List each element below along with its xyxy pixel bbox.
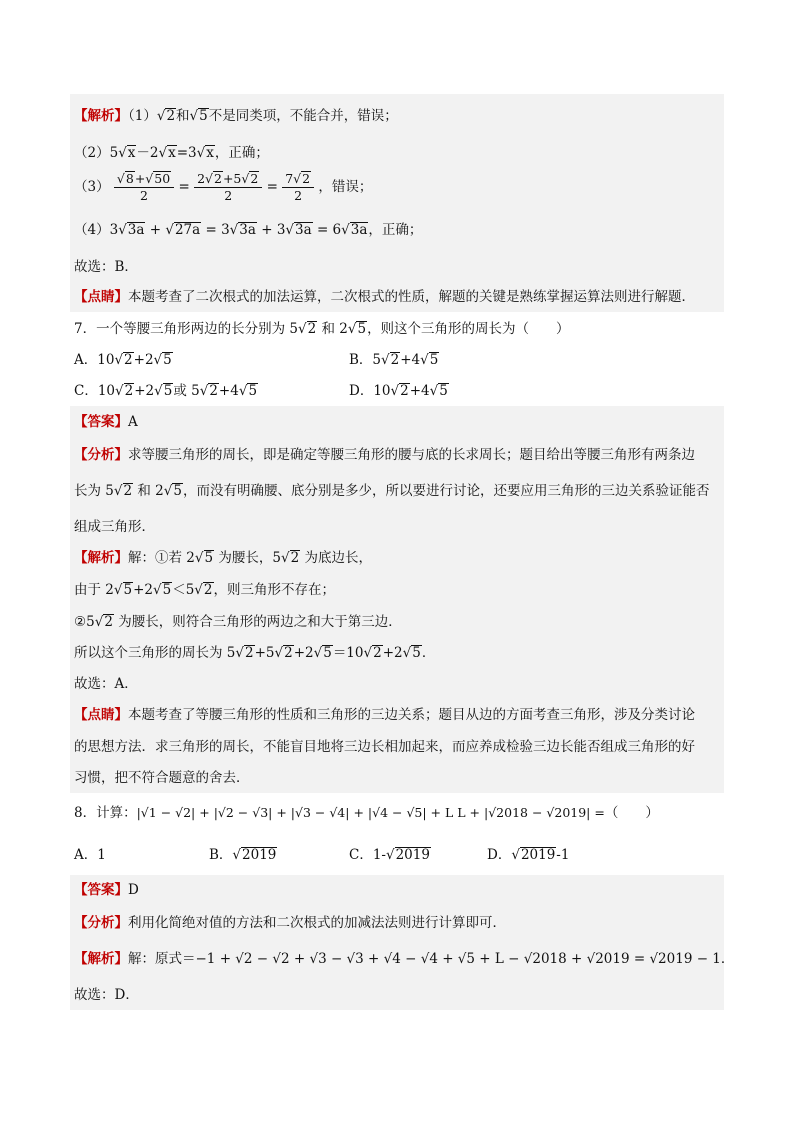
q6-jiexi-line3: （3） $\frac{√8+√50}{2}$ = $\frac{2√2+5√2}{2}$ = $\frac{7√2}{2}$ ，错误； xyxy=(74,171,373,203)
q7-jiexi-line3: ②5√2 为腰长，则符合三角形的两边之和大于第三边． xyxy=(74,614,402,630)
q7-option-c[interactable]: C．10√2+2√5或 5√2+4√5 xyxy=(74,383,258,399)
jiexi-tag: 【解析】 xyxy=(74,951,128,967)
q7-dianjing-line1: 【点睛】本题考查了等腰三角形的性质和三角形的三边关系；题目从边的方面考查三角形，涉及分类讨论 xyxy=(74,707,695,723)
fraction: $\frac{7√2}{2}$ xyxy=(282,171,314,204)
fenxi-tag: 【分析】 xyxy=(74,447,128,463)
q7-option-d[interactable]: D．10√2+4√5 xyxy=(349,383,448,399)
q8-answer-panel xyxy=(70,875,724,1010)
q8-fenxi: 【分析】利用化简绝对值的方法和二次根式的加减法法则进行计算即可． xyxy=(74,915,506,931)
q7-jiexi-line4: 所以这个三角形的周长为 5√2+5√2+2√5＝10√2+2√5． xyxy=(74,645,436,661)
q6-dianjing: 【点睛】本题考查了二次根式的加法运算，二次根式的性质，解题的关键是熟练掌握运算法则进行解题． xyxy=(74,289,695,305)
q8-option-b[interactable]: B．√2019 xyxy=(209,847,277,863)
q8-jiexi: 【解析】解：原式＝−1 + √2 − √2 + √3 − √3 + √4 − √4 + √5 + L − √2018 + √2019 = √2019 − 1． xyxy=(74,951,735,967)
dianjing-tag: 【点睛】 xyxy=(74,289,128,305)
q6-jiexi-line2: （2）5√x－2√x=3√x，正确； xyxy=(74,145,269,161)
q7-jiexi-line2: 由于 2√5+2√5＜5√2，则三角形不存在； xyxy=(74,582,335,598)
answer-tag: 【答案】 xyxy=(74,414,128,430)
dianjing-tag: 【点睛】 xyxy=(74,707,128,723)
q7-option-a[interactable]: A．10√2+2√5 xyxy=(74,352,172,368)
fenxi-tag: 【分析】 xyxy=(74,915,128,931)
q7-answer: 【答案】A xyxy=(74,414,138,430)
jiexi-tag: 【解析】 xyxy=(74,550,128,566)
jiexi-tag: 【解析】 xyxy=(74,108,128,124)
q8-choice: 故选：D． xyxy=(74,987,139,1003)
q8-option-a[interactable]: A．1 xyxy=(74,847,106,863)
q8-option-c[interactable]: C．1-√2019 xyxy=(349,847,430,863)
q8-answer: 【答案】D xyxy=(74,882,139,898)
q7-dianjing-line3: 习惯，把不符合题意的舍去． xyxy=(74,770,250,786)
q8-stem: 8．计算：|√1 − √2| + |√2 − √3| + |√3 − √4| + |√4 − √5| + L L + |√2018 − √2019| =（ ） xyxy=(74,805,659,821)
q7-fenxi-line1: 【分析】求等腰三角形的周长，即是确定等腰三角形的腰与底的长求周长；题目给出等腰三角形有两条边 xyxy=(74,447,695,463)
answer-tag: 【答案】 xyxy=(74,882,128,898)
q7-jiexi-line1: 【解析】解：①若 2√5 为腰长，5√2 为底边长， xyxy=(74,550,372,566)
fraction: $\frac{√8+√50}{2}$ xyxy=(114,171,174,204)
q7-fenxi-line3: 组成三角形． xyxy=(74,519,155,535)
q8-expression: |√1 − √2| + |√2 − √3| + |√3 − √4| + |√4 − √5| + L L + |√2018 − √2019| = xyxy=(136,805,605,820)
q7-option-b[interactable]: B．5√2+4√5 xyxy=(349,352,439,368)
q7-choice: 故选：A． xyxy=(74,676,138,692)
fraction: $\frac{2√2+5√2}{2}$ xyxy=(194,171,262,204)
q6-jiexi-line1: 【解析】（1）√2和√5不是同类项，不能合并，错误； xyxy=(74,108,398,124)
q6-jiexi-line4: （4）3√3a + √27a = 3√3a + 3√3a = 6√3a，正确； xyxy=(74,222,423,238)
q7-stem: 7．一个等腰三角形两边的长分别为 5√2 和 2√5，则这个三角形的周长为（ ） xyxy=(74,321,570,337)
q7-dianjing-line2: 的思想方法．求三角形的周长，不能盲目地将三边长相加起来，而应养成检验三边长能否组成三角形的好 xyxy=(74,739,695,755)
q6-choice: 故选：B． xyxy=(74,259,138,275)
q7-fenxi-line2: 长为 5√2 和 2√5，而没有明确腰、底分别是多少，所以要进行讨论，还要应用三角形的三边关系验证能否 xyxy=(74,483,710,499)
q8-option-d[interactable]: D．√2019-1 xyxy=(487,847,570,863)
